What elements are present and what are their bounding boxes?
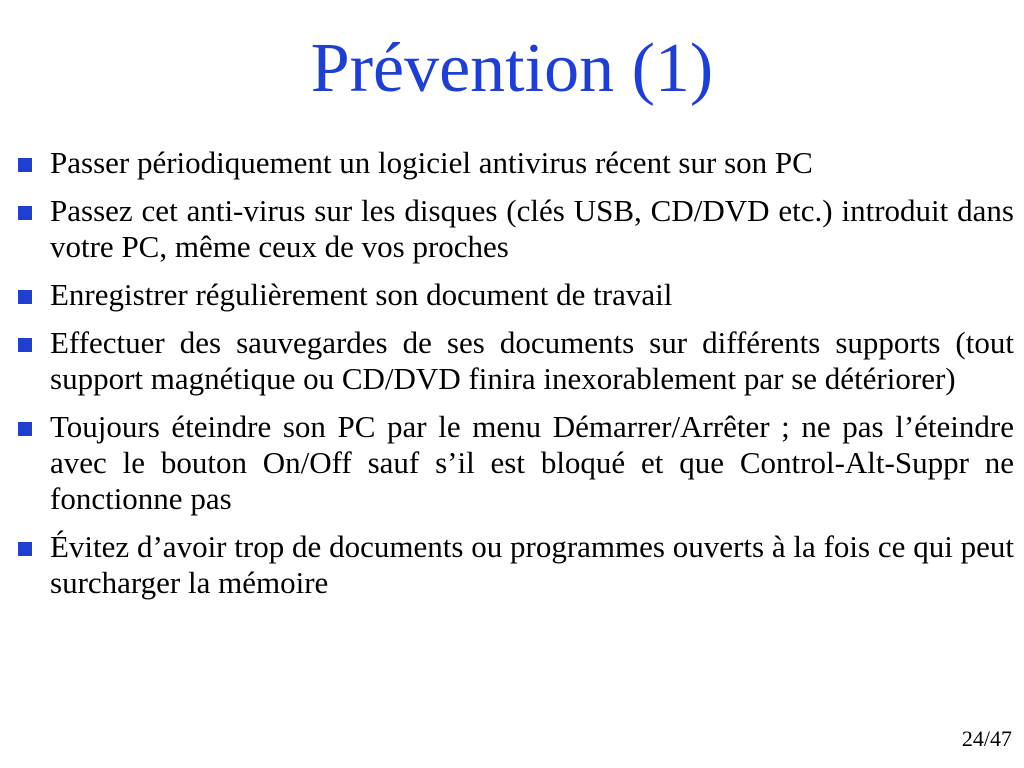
bullet-item bbox=[18, 193, 1014, 265]
bullet-item bbox=[18, 145, 1014, 181]
bullet-item bbox=[18, 409, 1014, 517]
blue-square-bullet-icon bbox=[18, 422, 32, 436]
bullet-text: Effectuer des sauvegardes de ses documents sur différents supports (tout support magnétique ou CD/DVD finira inexorablement par se détériorer) bbox=[50, 325, 1014, 396]
page-number: 24/47 bbox=[961, 726, 1012, 751]
blue-square-bullet-icon bbox=[18, 290, 32, 304]
bullet-item bbox=[18, 277, 1014, 313]
bullet-list bbox=[18, 145, 1014, 613]
bullet-text: Passez cet anti-virus sur les disques (clés USB, CD/DVD etc.) introduit dans votre PC, même ceux de vos proches bbox=[50, 193, 1014, 264]
bullet-item bbox=[18, 325, 1014, 397]
bullet-item bbox=[18, 529, 1014, 601]
blue-square-bullet-icon bbox=[18, 542, 32, 556]
blue-square-bullet-icon bbox=[18, 158, 32, 172]
blue-square-bullet-icon bbox=[18, 338, 32, 352]
bullet-text: Toujours éteindre son PC par le menu Démarrer/Arrêter ; ne pas l’éteindre avec le bouton On/Off sauf s’il est bloqué et que Control-Alt-Suppr ne fonctionne pas bbox=[50, 409, 1014, 516]
blue-square-bullet-icon bbox=[18, 206, 32, 220]
bullet-text: Passer périodiquement un logiciel antivirus récent sur son PC bbox=[50, 145, 813, 180]
bullet-text: Enregistrer régulièrement son document de travail bbox=[50, 277, 673, 312]
slide-title: Prévention (1) bbox=[310, 30, 714, 107]
bullet-text: Évitez d’avoir trop de documents ou programmes ouverts à la fois ce qui peut surcharger la mémoire bbox=[50, 529, 1014, 600]
